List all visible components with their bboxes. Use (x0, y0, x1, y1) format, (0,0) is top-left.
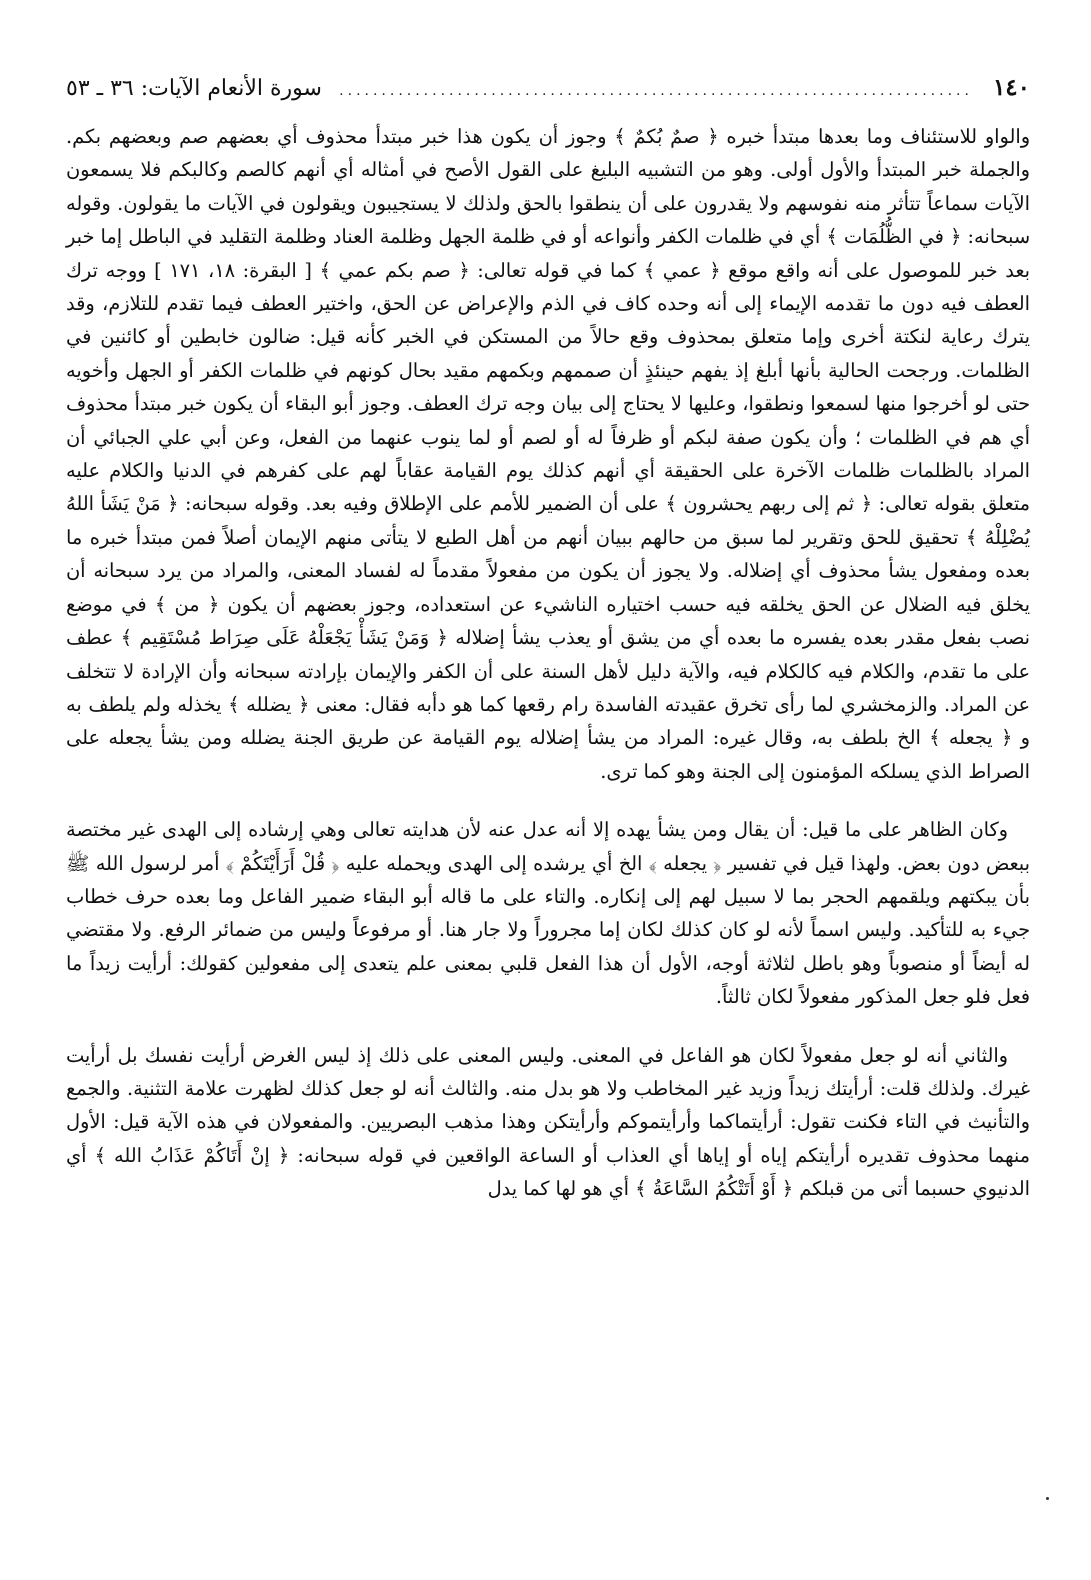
running-header (66, 66, 1030, 110)
surah-title: سورة الأنعام الآيات: ٣٦ ـ ٥٣ (66, 76, 322, 101)
document-page (66, 66, 1030, 1546)
body-text (66, 120, 1030, 1206)
paragraph-2: وكان الظاهر على ما قيل: أن يقال ومن يشأ يهده إلا أنه عدل عنه لأن هدايته تعالى وهي إرشاده إلى الهدى غير مختصة ببعض دون بعض. ولهذا قيل في تفسير ﴿ يجعله ﴾ الخ أي يرشده إلى الهدى ويحمله عليه ﴿ قُلْ أَرَأَيْتَكُمْ ﴾ أمر لرسول الله ﷺ بأن يبكتهم ويلقمهم الحجر بما لا سبيل لهم إلى إنكاره. والتاء على ما قاله أبو البقاء ضمير الفاعل وما بعده حرف خطاب جيء به للتأكيد. وليس اسماً لأنه لو كان كذلك لكان إما مجروراً ولا جار هنا. أو مرفوعاً وليس من ضمائر الرفع. ولا مقتضي له أيضاً أو منصوباً وهو باطل لثلاثة أوجه، الأول أن هذا الفعل قلبي بمعنى علم يتعدى إلى مفعولين كقولك: أرأيت زيداً ما فعل فلو جعل المذكور مفعولاً لكان ثالثاً. (66, 818, 1030, 1009)
paragraph-3: والثاني أنه لو جعل مفعولاً لكان هو الفاعل في المعنى. وليس المعنى على ذلك إذ ليس الغرض أرأيت نفسك بل أرأيت غيرك. ولذلك قلت: أرأيتك زيداً وزيد غير المخاطب ولا هو بدل منه. والثالث أنه لو جعل كذلك لظهرت علامة التثنية. والجمع والتأنيث في التاء فكنت تقول: أرأيتماكما وأرأيتموكم وأرأيتكن وهذا مذهب البصريين. والمفعولان في هذه الآية قيل: الأول منهما محذوف تقديره أرأيتكم إياه أو إياها أي العذاب أو الساعة الواقعين في قوله سبحانه: ﴿ إنْ أَتَاكُمْ عَذَابُ الله ﴾ أي الدنيوي حسبما أتى من قبلكم ﴿ أَوْ أَتَتْكُمُ السَّاعَةُ ﴾ أي هو لها كما يدل (66, 1043, 1030, 1201)
ink-speck (1046, 1497, 1049, 1500)
leader-dots (338, 69, 973, 113)
paragraph-1: والواو للاستئناف وما بعدها مبتدأ خبره ﴿ صمٌ بُكمٌ ﴾ وجوز أن يكون هذا خبر مبتدأ محذوف أي بعضهم صم وبعضهم بكم. والجملة خبر المبتدأ والأول أولى. وهو من التشبيه البليغ على القول الأصح في أمثاله أي أنهم كالصم وكالبكم فلا يسمعون الآيات سماعاً تتأثر منه نفوسهم ولا يقدرون على أن ينطقوا بالحق ولذلك لا يستجيبون ويقولون في الآيات ما يقولون. وقوله سبحانه: ﴿ في الظُّلُمَات ﴾ أي في ظلمات الكفر وأنواعه أو في ظلمة الجهل وظلمة العناد وظلمة التقليد في الباطل إما خبر بعد خبر للموصول على أنه واقع موقع ﴿ عمي ﴾ كما في قوله تعالى: ﴿ صم بكم عمي ﴾ [ البقرة: ١٨، ١٧١ ] ووجه ترك العطف فيه دون ما تقدمه الإيماء إلى أنه وحده كاف في الذم والإعراض عن الحق، واختير العطف فيما تقدم للتلازم، وقد يترك رعاية لنكتة أخرى وإما متعلق بمحذوف وقع حالاً من المستكن في الخبر كأنه قيل: ضالون خابطين أو كائنين في الظلمات. ورجحت الحالية بأنها أبلغ إذ يفهم حينئذٍ أن صممهم وبكمهم مقيد بحال كونهم في ظلمات الكفر أو الجهل وأخويه حتى لو أخرجوا منها لسمعوا ونطقوا، وعليها لا يحتاج إلى بيان وجه ترك العطف. وجوز أبو البقاء أن يكون خبر مبتدأ محذوف أي هم في الظلمات ؛ وأن يكون صفة لبكم أو ظرفاً له أو لصم أو لما ينوب عنهما من الفعل، وعن أبي علي الجبائي أن المراد بالظلمات ظلمات الآخرة على الحقيقة أي أنهم كذلك يوم القيامة عقاباً لهم على كفرهم في الدنيا والكلام عليه متعلق بقوله تعالى: ﴿ ثم إلى ربهم يحشرون ﴾ على أن الضمير للأمم على الإطلاق وفيه بعد. وقوله سبحانه: ﴿ مَنْ يَشَأ اللهُ يُضْلِلْهُ ﴾ تحقيق للحق وتقرير لما سبق من حالهم ببيان أنهم من أهل الطبع لا يتأتى منهم الإيمان أصلاً فمن مبتدأ خبره ما بعده ومفعول يشأ محذوف أي إضلاله. ولا يجوز أن يكون من مفعولاً مقدماً له لفساد المعنى، والمراد من يرد سبحانه أن يخلق فيه الضلال عن الحق يخلقه فيه حسب اختياره الناشيء عن استعداده، وجوز بعضهم أن يكون ﴿ من ﴾ في موضع نصب بفعل مقدر بعده يفسره ما بعده أي من يشق أو يعذب يشأ إضلاله ﴿ وَمَنْ يَشَأْ يَجْعَلْهُ عَلَى صِرَاط مُسْتَقِيم ﴾ عطف على ما تقدم، والكلام فيه كالكلام فيه، والآية دليل لأهل السنة على أن الكفر والإيمان بإرادته سبحانه وأن الإرادة لا تتخلف عن المراد. والزمخشري لما رأى تخرق عقيدته الفاسدة رام رقعها كما هو دأبه فقال: معنى ﴿ يضلله ﴾ يخذله ولم يلطف به و ﴿ يجعله ﴾ الخ بلطف به، وقال غيره: المراد من يشأ إضلاله يوم القيامة عن طريق الجنة يضلله ومن يشأ يجعله على الصراط الذي يسلكه المؤمنون إلى الجنة وهو كما ترى. (66, 125, 1030, 783)
page-number: ١٤٠ (992, 74, 1030, 101)
